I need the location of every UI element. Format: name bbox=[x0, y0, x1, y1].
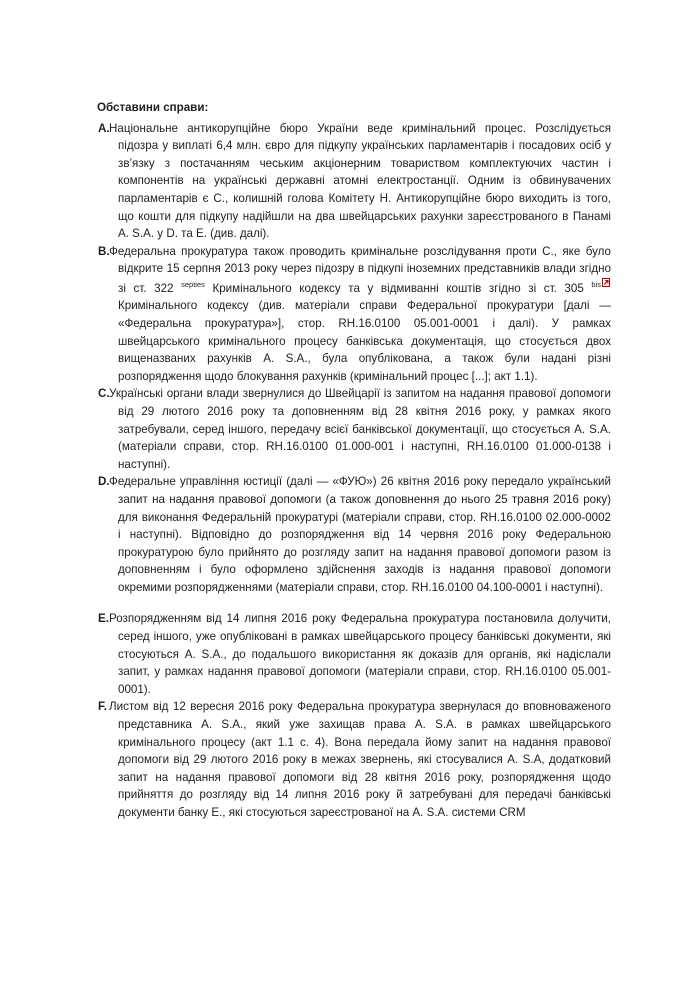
section-heading: Обставини справи: bbox=[97, 101, 209, 114]
paragraph bbox=[97, 473, 611, 596]
external-link-icon[interactable] bbox=[602, 278, 610, 287]
paragraph-label: D. bbox=[98, 475, 110, 489]
paragraph-text: Федеральне управління юстиції (далі — «ФУЮ») 26 квітня 2016 року передало український запит на надання правової допомоги (а також доповнення до нього 25 травня 2016 року) для виконання Федеральній прокуратурі (матеріали справи, стор. RH.16.0100 02.000-0002 і наступні). Відповідно до розпорядження від 14 червня 2016 року Федеральною прокуратурою було прийнято до розгляду запит на надання правової допомоги разом із доповненням і було оформлено здійснення заходів із надання правової допомоги окремими розпорядженнями (матеріали справи, стор. RH.16.0100 04.100-0001 і наступні). bbox=[109, 475, 611, 594]
paragraph-label: E. bbox=[98, 612, 109, 626]
paragraph-label: F. bbox=[98, 700, 108, 714]
paragraph bbox=[97, 698, 611, 821]
paragraph bbox=[97, 243, 611, 386]
paragraph-text: Листом від 12 вересня 2016 року Федеральна прокуратура звернулася до вповноваженого представника A. S.A., який уже захищав права A. S.A. в рамках швейцарського кримінального процесу (акт 1.1 с. 4). Вона передала йому запит на надання правової допомоги від 29 лютого 2016 року в межах звернень, які стосувалися A. S.A, додатковий запит на надання правової допомоги від 28 квітня 2016 року, розпорядження щодо прийняття до розгляду від 14 липня 2016 року й затребувані для передачі банківські документи банку E., які стосуються зареєстрованої на A. S.A. системи CRM bbox=[109, 700, 611, 820]
superscript-bis: bis bbox=[591, 279, 601, 289]
paragraph-text: Розпорядженням від 14 липня 2016 року Федеральна прокуратура постановила долучити, серед іншого, уже опубліковані в рамках швейцарського процесу банківські документи, які стосуються A. S.A., до подальшого використання як доказів для органів, які надіслали запит, у рамках надання правової допомоги (матеріали справи, стор. RH.16.0100 05.001-0001). bbox=[109, 612, 611, 696]
paragraph bbox=[97, 385, 611, 473]
paragraph-label: B. bbox=[98, 244, 110, 258]
paragraph bbox=[97, 610, 611, 698]
superscript-septies: septies bbox=[181, 279, 205, 289]
document-content bbox=[97, 99, 611, 822]
paragraph-text: Федеральна прокуратура також проводить кримінальне розслідування проти С., яке було відкрите 15 серпня 2013 року через підозру в підкупі іноземних представників влади згідно зі ст. 322 $^{septies}$ Кримінального кодексу та у відмиванні коштів згідно зі ст. 305 $^{bis}$ Кримінального кодексу (див. матеріали справи Федеральної прокуратури [далі — «Федеральна прокуратура»], стор. RH.16.0100 05.001-0001 і далі). У рамках швейцарського кримінального процесу банківська документація, що стосується двох вищеназваних рахунків A. S.A., була опублікована, а також були надані різні розпорядження щодо блокування рахунків (кримінальний процес [...]; акт 1.1). bbox=[109, 244, 611, 383]
paragraph-list bbox=[97, 120, 611, 822]
paragraph-text: Українські органи влади звернулися до Швейцарії із запитом на надання правової допомоги від 29 лютого 2016 року та доповненням від 28 квітня 2016 року, у рамках якого затребували, серед іншого, передачу всієї банківської документації, що стосується A. S.A. (матеріали справи, стор. RH.16.0100 01.000-001 і наступні, RH.16.0100 01.000-0138 і наступні). bbox=[109, 387, 611, 471]
paragraph-label: C. bbox=[98, 387, 110, 401]
paragraph-text: Національне антикорупційне бюро України веде кримінальний процес. Розслідується підозра у виплаті 6,4 млн. євро для підкупу українських парламентарів і посадових осіб у зв’язку з постачанням чеським акціонерним товариством комплектуючих частин і компонентів на українські державні атомні електростанції. Одним із обвинувачених парламентарів є С., колишній голова Комітету Н. Антикорупційне бюро виходить із того, що кошти для підкупу надійшли на два швейцарських рахунки зареєстрованого в Панамі A. S.A. у D. та E. (див. далі). bbox=[109, 121, 611, 241]
paragraph bbox=[97, 120, 611, 243]
paragraph-label: A. bbox=[98, 121, 110, 135]
